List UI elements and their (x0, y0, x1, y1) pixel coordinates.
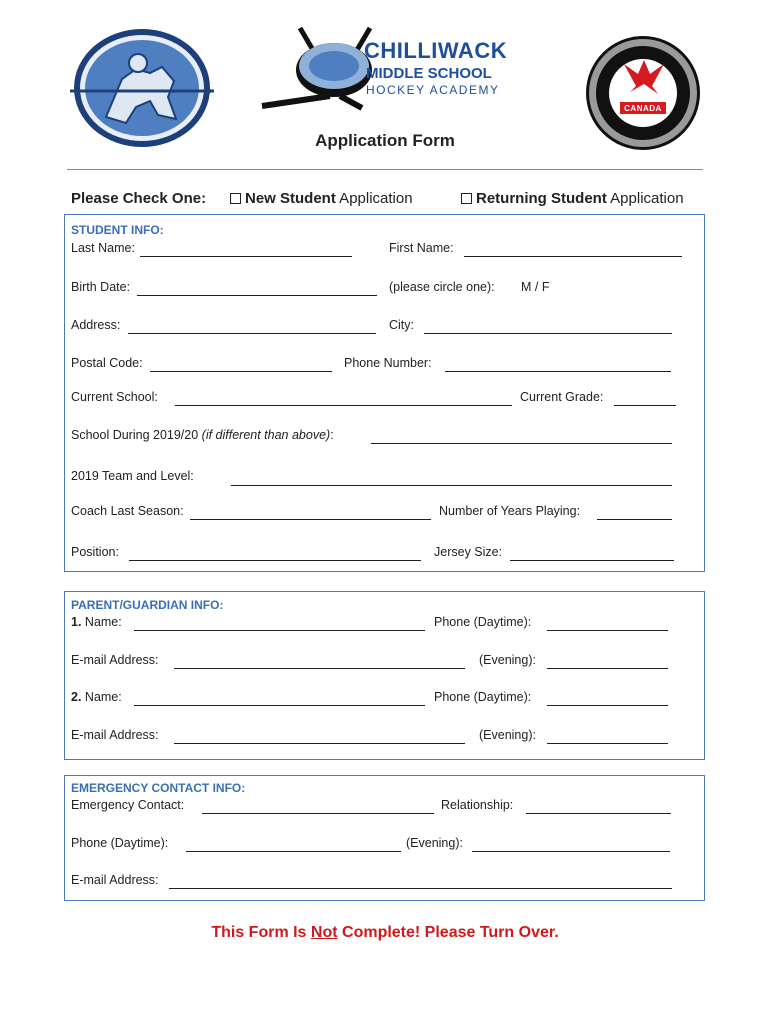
last-name-field[interactable] (140, 256, 352, 257)
parent1-name-field[interactable] (134, 630, 425, 631)
parent2-email-label: E-mail Address: (71, 728, 159, 742)
check-prompt-label: Please Check One: (71, 190, 207, 207)
emergency-phone-day-field[interactable] (186, 851, 401, 852)
relationship-label: Relationship: (441, 798, 514, 812)
coach-label: Coach Last Season: (71, 504, 184, 518)
school-during-colon: : (330, 428, 334, 442)
postal-code-field[interactable] (150, 371, 332, 372)
emergency-contact-field[interactable] (202, 813, 434, 814)
years-playing-label: Number of Years Playing: (439, 504, 581, 518)
emergency-contact-label: Emergency Contact: (71, 798, 185, 812)
form-title: Application Form (315, 131, 455, 150)
new-student-option[interactable] (230, 190, 413, 207)
parent1-email-field[interactable] (174, 668, 465, 669)
turn-over-note-end: Complete! Please Turn Over. (337, 924, 559, 941)
parent2-phone-day-field[interactable] (547, 705, 668, 706)
first-name-label: First Name: (389, 241, 454, 255)
student-info-title: STUDENT INFO: (71, 223, 164, 237)
position-label: Position: (71, 545, 119, 559)
circle-one-label: (please circle one): (389, 280, 495, 294)
title-divider (67, 169, 703, 170)
turn-over-note-emphasis: Not (310, 924, 338, 941)
school-name-line3: HOCKEY ACADEMY (366, 83, 500, 97)
turn-over-note-start: This Form Is (211, 924, 311, 941)
parent1-evening-field[interactable] (547, 668, 668, 669)
parent2-phone-day-label: Phone (Daytime): (434, 690, 532, 704)
parent1-name-label (71, 615, 122, 629)
parent1-number: 1. (71, 615, 82, 629)
address-label: Address: (71, 318, 121, 332)
emergency-evening-field[interactable] (472, 851, 670, 852)
phone-number-field[interactable] (445, 371, 671, 372)
new-student-label: New Student (245, 190, 336, 207)
check-prompt (71, 190, 206, 207)
emergency-phone-day-label: Phone (Daytime): (71, 836, 169, 850)
birth-date-label: Birth Date: (71, 280, 131, 294)
position-field[interactable] (129, 560, 421, 561)
emergency-email-field[interactable] (169, 888, 672, 889)
emergency-info-title: EMERGENCY CONTACT INFO: (71, 781, 246, 795)
school-name-line1: CHILLIWACK (364, 38, 508, 63)
parent1-evening-label: (Evening): (479, 653, 536, 667)
returning-student-option[interactable] (461, 190, 684, 207)
school-during-text: School During 2019/20 (71, 428, 202, 442)
parent2-evening-label: (Evening): (479, 728, 536, 742)
parent2-email-field[interactable] (174, 743, 465, 744)
school-during-italic: (if different than above) (201, 428, 331, 442)
new-student-label-rest: Application (335, 190, 413, 207)
first-name-field[interactable] (464, 256, 682, 257)
birth-date-field[interactable] (137, 295, 377, 296)
city-field[interactable] (424, 333, 672, 334)
parent1-name-text: Name: (81, 615, 122, 629)
last-name-label: Last Name: (71, 241, 135, 255)
parent1-phone-day-field[interactable] (547, 630, 668, 631)
current-grade-field[interactable] (614, 405, 676, 406)
school-name-line2: MIDDLE SCHOOL (366, 65, 492, 82)
emergency-evening-label: (Evening): (406, 836, 463, 850)
phone-number-label: Phone Number: (344, 356, 432, 370)
city-label: City: (389, 318, 414, 332)
parent2-name-label (71, 690, 122, 704)
jersey-size-field[interactable] (510, 560, 674, 561)
postal-code-label: Postal Code: (71, 356, 143, 370)
badge-word: CANADA (624, 104, 662, 113)
current-grade-label: Current Grade: (520, 390, 604, 404)
coach-field[interactable] (190, 519, 431, 520)
returning-student-label: Returning Student (476, 190, 607, 207)
new-student-checkbox[interactable] (230, 193, 241, 204)
address-field[interactable] (128, 333, 376, 334)
returning-student-label-rest: Application (606, 190, 684, 207)
team-level-label: 2019 Team and Level: (71, 469, 194, 483)
team-level-field[interactable] (231, 485, 672, 486)
parent-info-title: PARENT/GUARDIAN INFO: (71, 598, 224, 612)
parent2-number: 2. (71, 690, 82, 704)
turn-over-note (0, 924, 770, 942)
current-school-field[interactable] (175, 405, 512, 406)
parent1-email-label: E-mail Address: (71, 653, 159, 667)
returning-student-checkbox[interactable] (461, 193, 472, 204)
parent2-name-text: Name: (81, 690, 122, 704)
current-school-label: Current School: (71, 390, 158, 404)
parent2-evening-field[interactable] (547, 743, 668, 744)
emergency-email-label: E-mail Address: (71, 873, 159, 887)
parent2-name-field[interactable] (134, 705, 425, 706)
years-playing-field[interactable] (597, 519, 672, 520)
gender-options[interactable]: M / F (521, 280, 550, 294)
previous-school-field[interactable] (371, 443, 672, 444)
hockey-academy-logo (260, 26, 518, 114)
school-during-label (71, 428, 334, 442)
relationship-field[interactable] (526, 813, 671, 814)
parent1-phone-day-label: Phone (Daytime): (434, 615, 532, 629)
jersey-size-label: Jersey Size: (434, 545, 503, 559)
parent-info-section (64, 591, 705, 760)
